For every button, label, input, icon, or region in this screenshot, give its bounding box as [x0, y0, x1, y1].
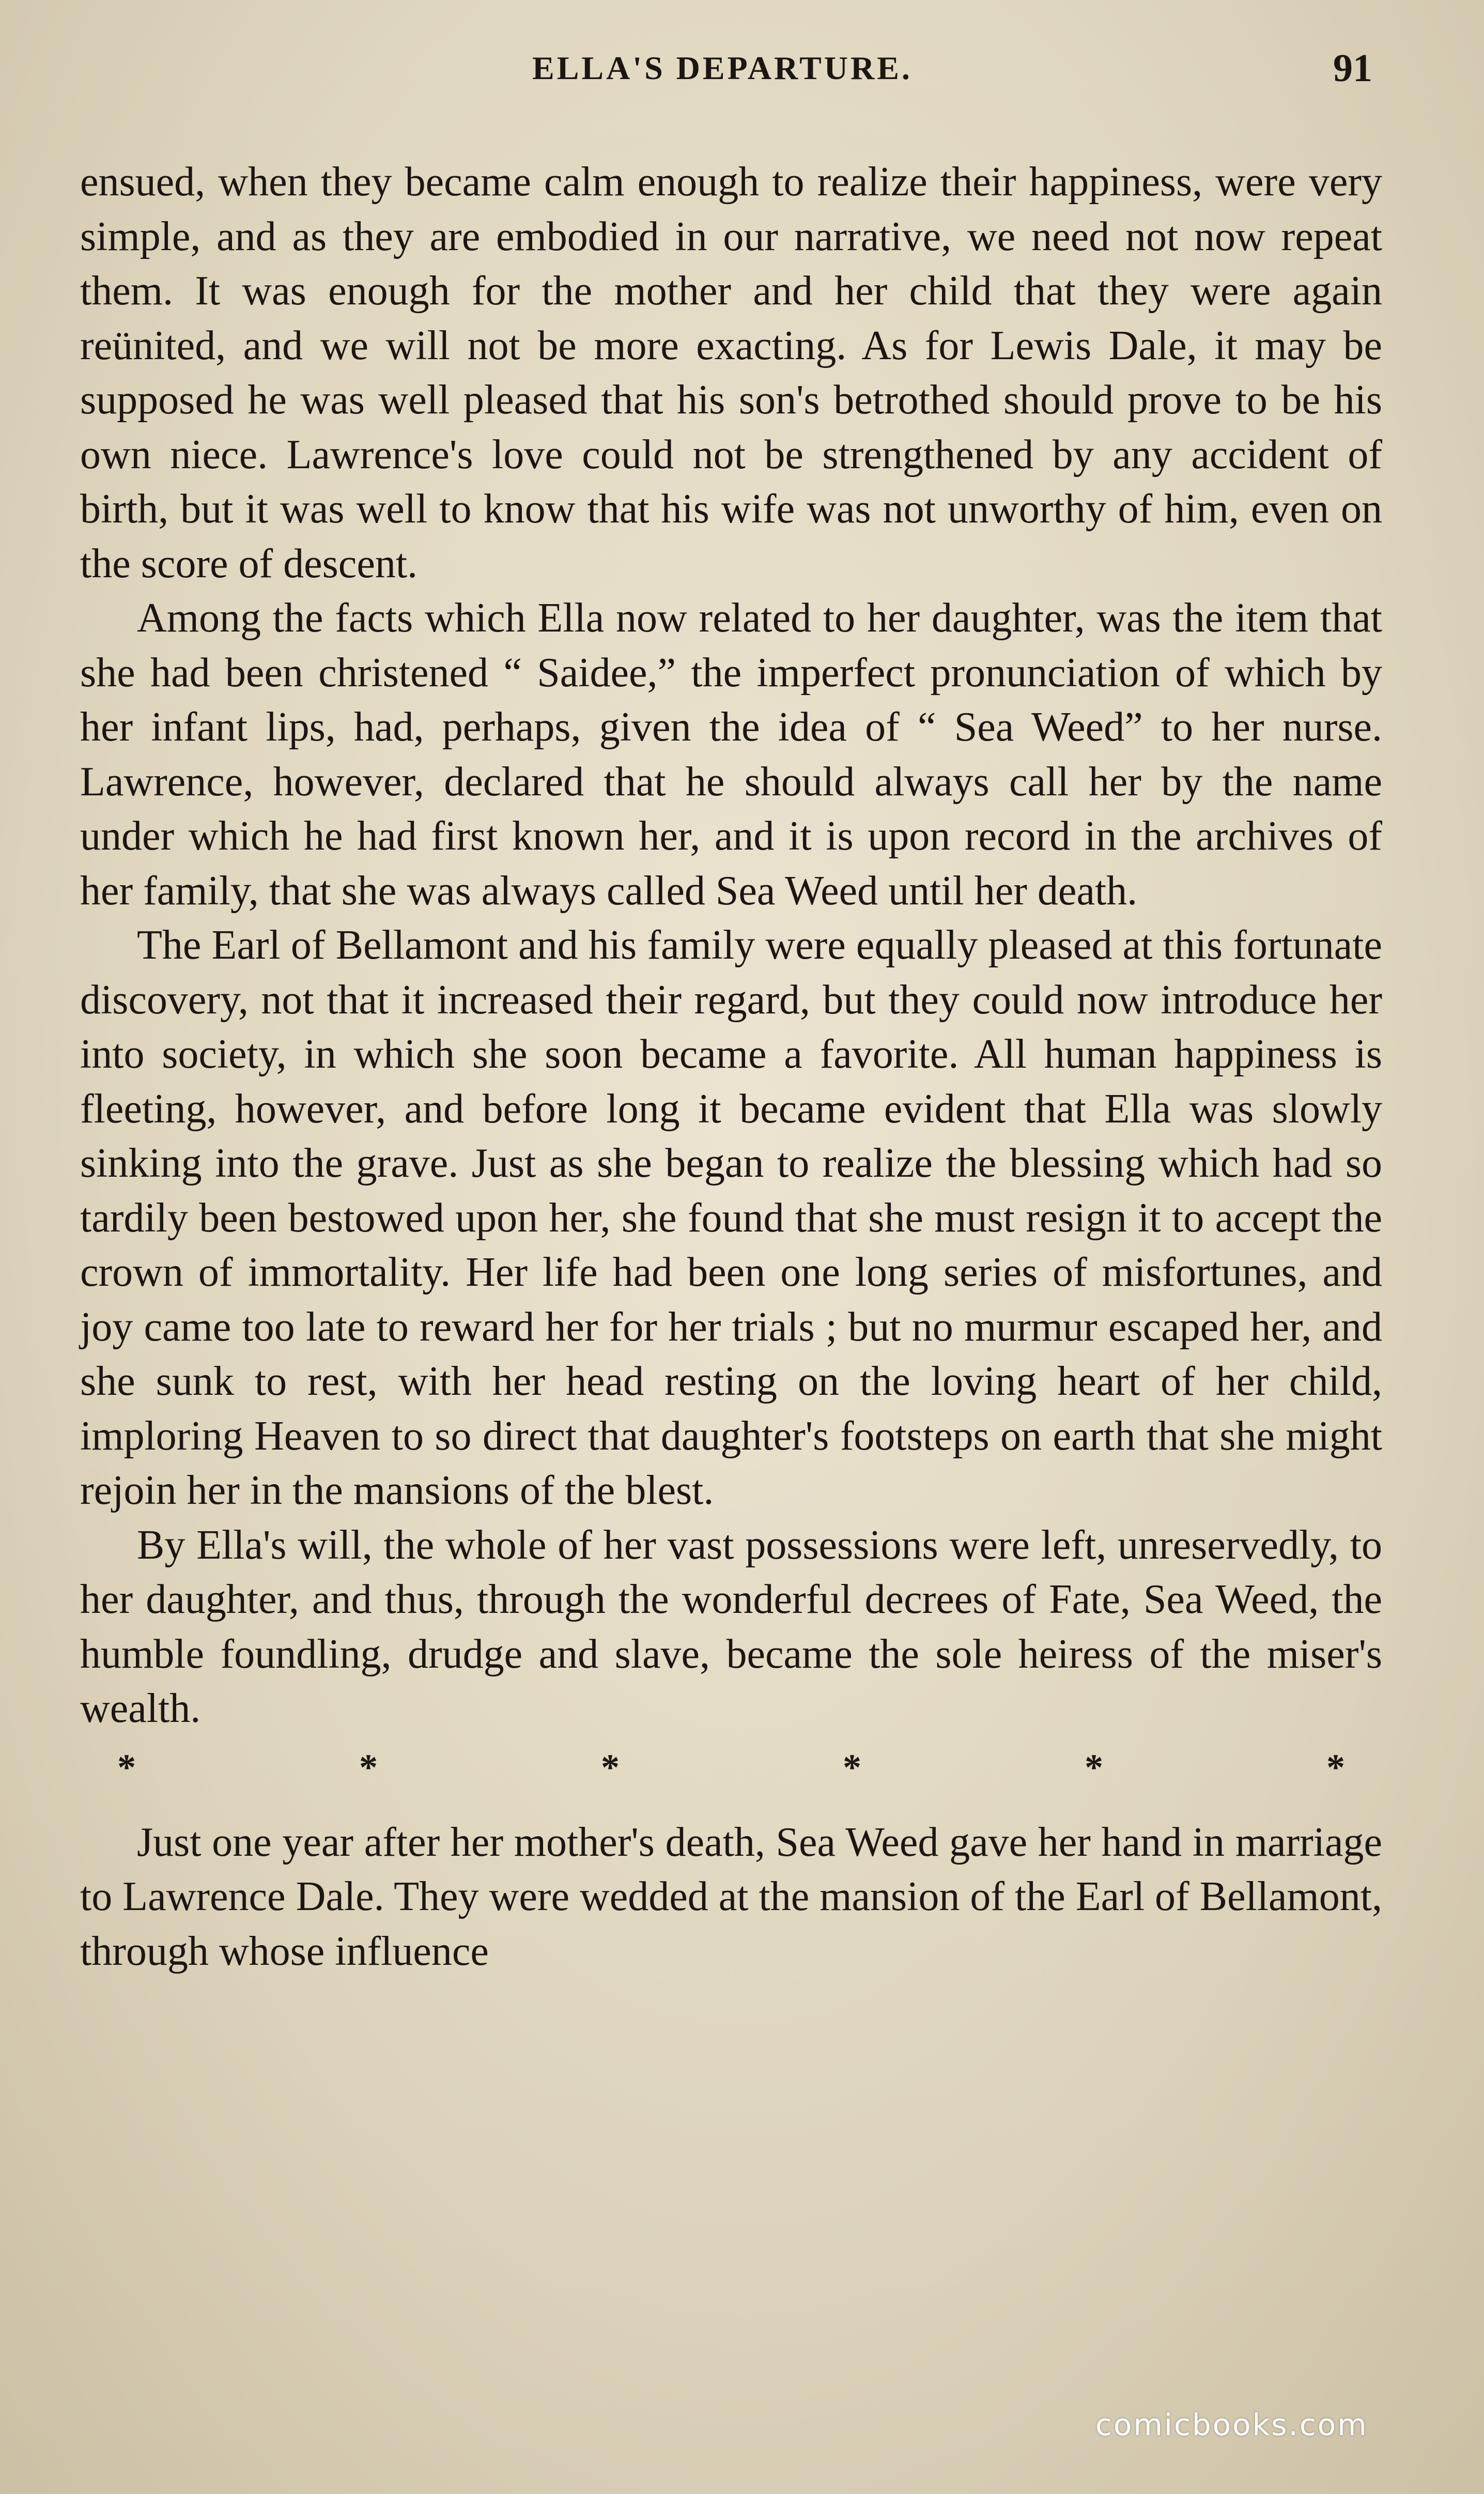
asterisk: * — [117, 1746, 136, 1788]
asterisk: * — [1085, 1746, 1103, 1788]
paragraph: Among the facts which Ella now related to her daughter, was the item that she had been christened “ Saidee,” the imperfect pronunciation of which by her infant lips, had, perhaps, given the idea of “ Sea Weed” to her nurse. Lawrence, however, declared that he should always call her by the name under which he had first known her, and it is upon record in the archives of her family, that she was always called Sea Weed until her death. — [80, 595, 1382, 914]
section-break — [80, 1741, 1382, 1795]
page-header — [0, 49, 1484, 111]
asterisk: * — [359, 1746, 378, 1788]
asterisk: * — [601, 1746, 620, 1788]
running-head: ELLA'S DEPARTURE. — [532, 50, 913, 86]
asterisk: * — [843, 1746, 861, 1788]
body-text — [80, 155, 1382, 1979]
paragraph: The Earl of Bellamont and his family were equally pleased at this fortunate discovery, not that it increased their regard, but they could now introduce her into society, in which she soon became a favorite. All human happiness is fleeting, however, and before long it became evident that Ella was slowly sinking into the grave. Just as she began to realize the blessing which had so tardily been bestowed upon her, she found that she must resign it to accept the crown of immortality. Her life had been one long series of misfortunes, and joy came too late to reward her for her trials ; but no murmur escaped her, and she sunk to rest, with her head resting on the loving heart of her child, imploring Heaven to so direct that daughter's footsteps on earth that she might rejoin her in the mansions of the blest. — [80, 922, 1382, 1513]
watermark: comicbooks.com — [1095, 2407, 1368, 2442]
page-number: 91 — [1333, 47, 1372, 90]
paragraph: By Ella's will, the whole of her vast possessions were left, unreservedly, to her daughter, and thus, through the wonderful decrees of Fate, Sea Weed, the humble foundling, drudge and slave, became the sole heiress of the miser's wealth. — [80, 1522, 1382, 1731]
paragraph: ensued, when they became calm enough to realize their happiness, were very simple, and as they are embodied in our narrative, we need not now repeat them. It was enough for the mother and her child that they were again reünited, and we will not be more exacting. As for Lewis Dale, it may be supposed he was well pleased that his son's betrothed should prove to be his own niece. Lawrence's love could not be strengthened by any accident of birth, but it was well to know that his wife was not unworthy of him, even on the score of descent. — [80, 159, 1382, 587]
asterisk: * — [1326, 1746, 1345, 1788]
closing-paragraph: Just one year after her mother's death, Sea Weed gave her hand in marriage to Lawrence Dale. They were wedded at the mansion of the Earl of Bellamont, through whose influence — [80, 1819, 1382, 1974]
